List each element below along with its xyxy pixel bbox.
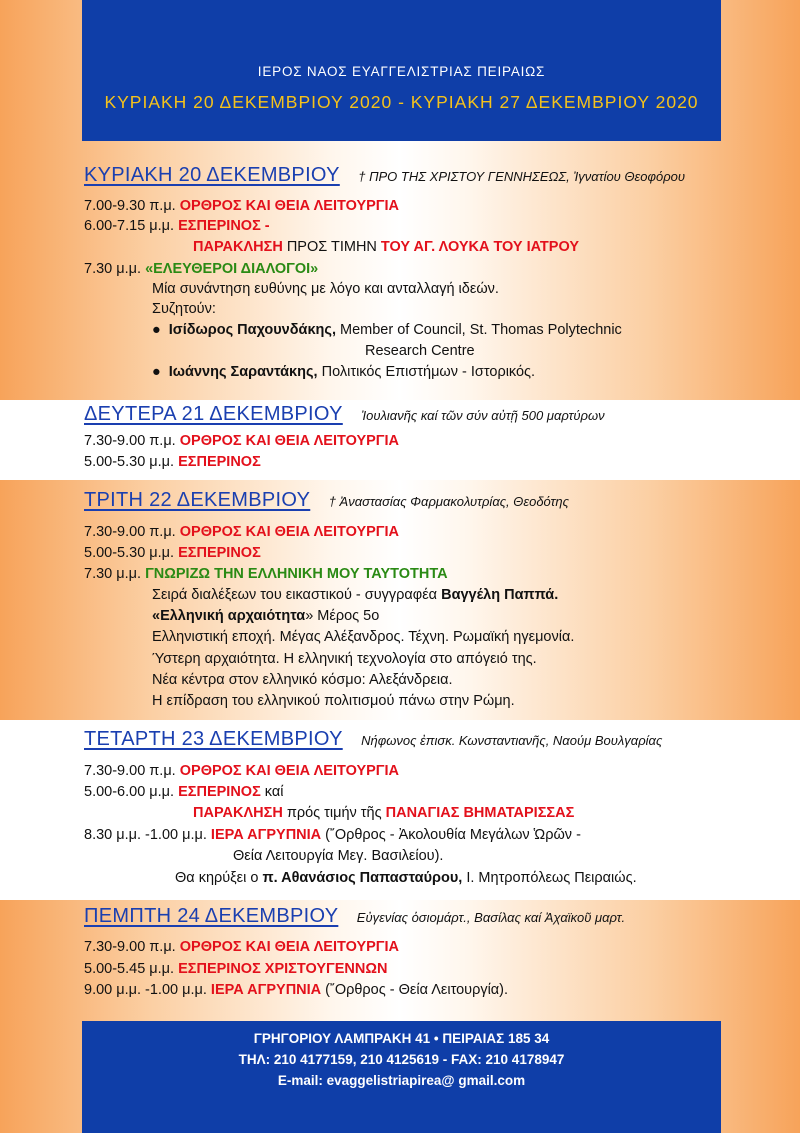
time: 6.00-7.15 μ.μ. xyxy=(84,218,175,234)
speaker-role-cont: Research Centre xyxy=(365,343,475,359)
service-name: ΟΡΘΡΟΣ ΚΑΙ ΘΕΙΑ ΛΕΙΤΟΥΡΓΙΑ xyxy=(179,763,399,779)
lecture-part: » Μέρος 5ο xyxy=(305,608,380,624)
event-name: «ΕΛΕΥΘΕΡΟΙ ΔΙΑΛΟΓΟΙ» xyxy=(145,261,319,277)
schedule-line xyxy=(84,827,581,843)
event-description: Νέα κέντρα στον ελληνικό κόσμο: Αλεξάνδρεια. xyxy=(152,672,453,688)
bullet-icon: ● xyxy=(152,322,161,338)
service-name: ΟΡΘΡΟΣ ΚΑΙ ΘΕΙΑ ΛΕΙΤΟΥΡΓΙΑ xyxy=(179,433,399,449)
schedule-line xyxy=(84,545,261,561)
address: ΓΡΗΓΟΡΙΟΥ ΛΑΜΠΡΑΚΗ 41 • ΠΕΙΡΑΙΑΣ 185 34 xyxy=(253,1031,550,1046)
header-banner xyxy=(82,0,721,141)
day-heading-thursday xyxy=(84,905,625,928)
schedule-line xyxy=(84,433,399,449)
preacher-diocese: Ι. Μητροπόλεως Πειραιώς. xyxy=(462,870,637,886)
event-name: ΓΝΩΡΙΖΩ ΤΗΝ ΕΛΛΗΝΙΚΗ ΜΟΥ ΤΑΥΤΟΤΗΤΑ xyxy=(145,566,448,582)
time: 7.30 μ.μ. xyxy=(84,566,142,582)
schedule-line xyxy=(84,784,284,800)
time: 5.00-6.00 μ.μ. xyxy=(84,784,175,800)
speaker-role: Member of Council, St. Thomas Polytechnic xyxy=(335,322,622,338)
schedule-line xyxy=(84,261,318,277)
event-description: Συζητούν: xyxy=(152,301,216,317)
speaker-name: Ιωάννης Σαραντάκης, xyxy=(168,364,318,380)
service-name: ΟΡΘΡΟΣ ΚΑΙ ΘΕΙΑ ΛΕΙΤΟΥΡΓΙΑ xyxy=(179,524,399,540)
event-description: Μία συνάντηση ευθύνης με λόγο και ανταλλαγή ιδεών. xyxy=(152,281,499,297)
day-name: ΠΕΜΠΤΗ 24 ΔΕΚΕΜΒΡΙΟΥ xyxy=(84,905,339,927)
time: 5.00-5.45 μ.μ. xyxy=(84,961,175,977)
saint-of-day: Εὐγενίας ὁσιομάρτ., Βασίλας καί Ἀχαϊκοῦ μαρτ. xyxy=(356,910,626,925)
phone-numbers: ΤΗΛ: 210 4177159, 210 4125619 - FAX: 210 4178947 xyxy=(238,1052,565,1067)
lecturer-name: Βαγγέλη Παππά. xyxy=(441,587,559,603)
time: 8.30 μ.μ. -1.00 μ.μ. xyxy=(84,827,207,843)
church-title: ΙΕΡΟΣ ΝΑΟΣ ΕΥΑΓΓΕΛΙΣΤΡΙΑΣ ΠΕΙΡΑΙΩΣ xyxy=(257,64,546,79)
event-description: Ελληνιστική εποχή. Μέγας Αλέξανδρος. Τέχνη. Ρωμαϊκή ηγεμονία. xyxy=(152,629,575,645)
speaker-name: Ισίδωρος Παχουνδάκης, xyxy=(168,322,336,338)
service-detail: καί xyxy=(260,784,284,800)
schedule-line xyxy=(84,454,261,470)
speaker-item xyxy=(152,364,535,380)
email: E-mail: evaggelistriapirea@ gmail.com xyxy=(277,1073,526,1088)
time: 5.00-5.30 μ.μ. xyxy=(84,545,175,561)
time: 7.30-9.00 π.μ. xyxy=(84,524,176,540)
time: 7.30-9.00 π.μ. xyxy=(84,763,176,779)
day-heading-sunday xyxy=(84,164,685,187)
schedule-line xyxy=(84,218,270,234)
time: 7.30 μ.μ. xyxy=(84,261,142,277)
service-name: ΙΕΡΑ ΑΓΡΥΠΝΙΑ xyxy=(210,827,322,843)
saint-of-day: † ΠΡΟ ΤΗΣ ΧΡΙΣΤΟΥ ΓΕΝΝΗΣΕΩΣ, Ἰγνατίου Θεοφόρου xyxy=(358,169,686,184)
event-description: Ύστερη αρχαιότητα. Η ελληνική τεχνολογία στο απόγειό της. xyxy=(152,651,537,667)
schedule-line xyxy=(193,805,574,821)
service-detail: (῎Ορθρος - Ἀκολουθία Μεγάλων Ὡρῶν - xyxy=(321,827,581,843)
day-name: ΤΕΤΑΡΤΗ 23 ΔΕΚΕΜΒΡΙΟΥ xyxy=(84,728,343,750)
preacher-name: π. Αθανάσιος Παπασταύρου, xyxy=(262,870,463,886)
service-detail-cont: Θεία Λειτουργία Μεγ. Βασιλείου). xyxy=(233,848,444,864)
schedule-line xyxy=(84,939,399,955)
schedule-line xyxy=(193,239,579,255)
time: 9.00 μ.μ. -1.00 μ.μ. xyxy=(84,982,207,998)
date-range: ΚΥΡΙΑΚΗ 20 ΔΕΚΕΜΒΡΙΟΥ 2020 - ΚΥΡΙΑΚΗ 27 ΔΕΚΕΜΒΡΙΟΥ 2020 xyxy=(104,92,699,112)
saint-of-day: Ἰουλιανῆς καί τῶν σύν αὐτῇ 500 μαρτύρων xyxy=(361,408,605,423)
lecture-title: «Ελληνική αρχαιότητα xyxy=(152,608,306,624)
service-name: ΕΣΠΕΡΙΝΟΣ xyxy=(178,545,261,561)
time: 7.00-9.30 π.μ. xyxy=(84,198,176,214)
event-description: Η επίδραση του ελληνικού πολιτισμού πάνω στην Ρώμη. xyxy=(152,693,515,709)
saint-of-day: Νήφωνος ἐπισκ. Κωνσταντιανῆς, Ναούμ Βουλγαρίας xyxy=(361,733,663,748)
event-description xyxy=(152,587,558,603)
schedule-line xyxy=(84,566,448,582)
service-name: ΕΣΠΕΡΙΝΟΣ xyxy=(178,784,261,800)
preacher-line xyxy=(175,870,637,886)
service-detail: πρός τιμήν τῆς xyxy=(282,805,386,821)
schedule-line xyxy=(84,982,508,998)
lecture-series: Σειρά διαλέξεων του εικαστικού - συγγραφέα xyxy=(152,587,442,603)
day-name: ΔΕΥΤΕΡΑ 21 ΔΕΚΕΜΒΡΙΟΥ xyxy=(84,403,343,425)
service-name: ΠΑΡΑΚΛΗΣΗ xyxy=(193,805,283,821)
day-heading-tuesday xyxy=(84,489,569,512)
day-heading-wednesday xyxy=(84,728,662,751)
service-name: ΕΣΠΕΡΙΝΟΣ ΧΡΙΣΤΟΥΓΕΝΝΩΝ xyxy=(178,961,388,977)
schedule-line xyxy=(84,961,387,977)
service-name: ΟΡΘΡΟΣ ΚΑΙ ΘΕΙΑ ΛΕΙΤΟΥΡΓΙΑ xyxy=(179,198,399,214)
speaker-item xyxy=(152,322,622,338)
service-detail: ΠΡΟΣ ΤΙΜΗΝ xyxy=(282,239,381,255)
day-name: ΤΡΙΤΗ 22 ΔΕΚΕΜΒΡΙΟΥ xyxy=(84,489,311,511)
schedule-line xyxy=(84,198,399,214)
day-name: ΚΥΡΙΑΚΗ 20 ΔΕΚΕΜΒΡΙΟΥ xyxy=(84,164,340,186)
saint-of-day: † Ἀναστασίας Φαρμακολυτρίας, Θεοδότης xyxy=(328,494,569,509)
service-name: ΕΣΠΕΡΙΝΟΣ - xyxy=(178,218,270,234)
bullet-icon: ● xyxy=(152,364,161,380)
speaker-role: Πολιτικός Επιστήμων - Ιστορικός. xyxy=(317,364,536,380)
schedule-line xyxy=(84,524,399,540)
service-name: ΟΡΘΡΟΣ ΚΑΙ ΘΕΙΑ ΛΕΙΤΟΥΡΓΙΑ xyxy=(179,939,399,955)
preacher-intro: Θα κηρύξει ο xyxy=(175,870,263,886)
time: 5.00-5.30 μ.μ. xyxy=(84,454,175,470)
time: 7.30-9.00 π.μ. xyxy=(84,433,176,449)
service-name: ΙΕΡΑ ΑΓΡΥΠΝΙΑ xyxy=(210,982,322,998)
schedule-line xyxy=(84,763,399,779)
time: 7.30-9.00 π.μ. xyxy=(84,939,176,955)
service-name: ΠΑΡΑΚΛΗΣΗ xyxy=(193,239,283,255)
service-detail: (῎Ορθρος - Θεία Λειτουργία). xyxy=(321,982,509,998)
event-description xyxy=(152,608,379,624)
footer-contact xyxy=(82,1021,721,1133)
service-name: ΤΟΥ ΑΓ. ΛΟΥΚΑ ΤΟΥ ΙΑΤΡΟΥ xyxy=(380,239,580,255)
day-heading-monday xyxy=(84,403,605,426)
service-name: ΕΣΠΕΡΙΝΟΣ xyxy=(178,454,261,470)
service-name: ΠΑΝΑΓΙΑΣ ΒΗΜΑΤΑΡΙΣΣΑΣ xyxy=(385,805,575,821)
